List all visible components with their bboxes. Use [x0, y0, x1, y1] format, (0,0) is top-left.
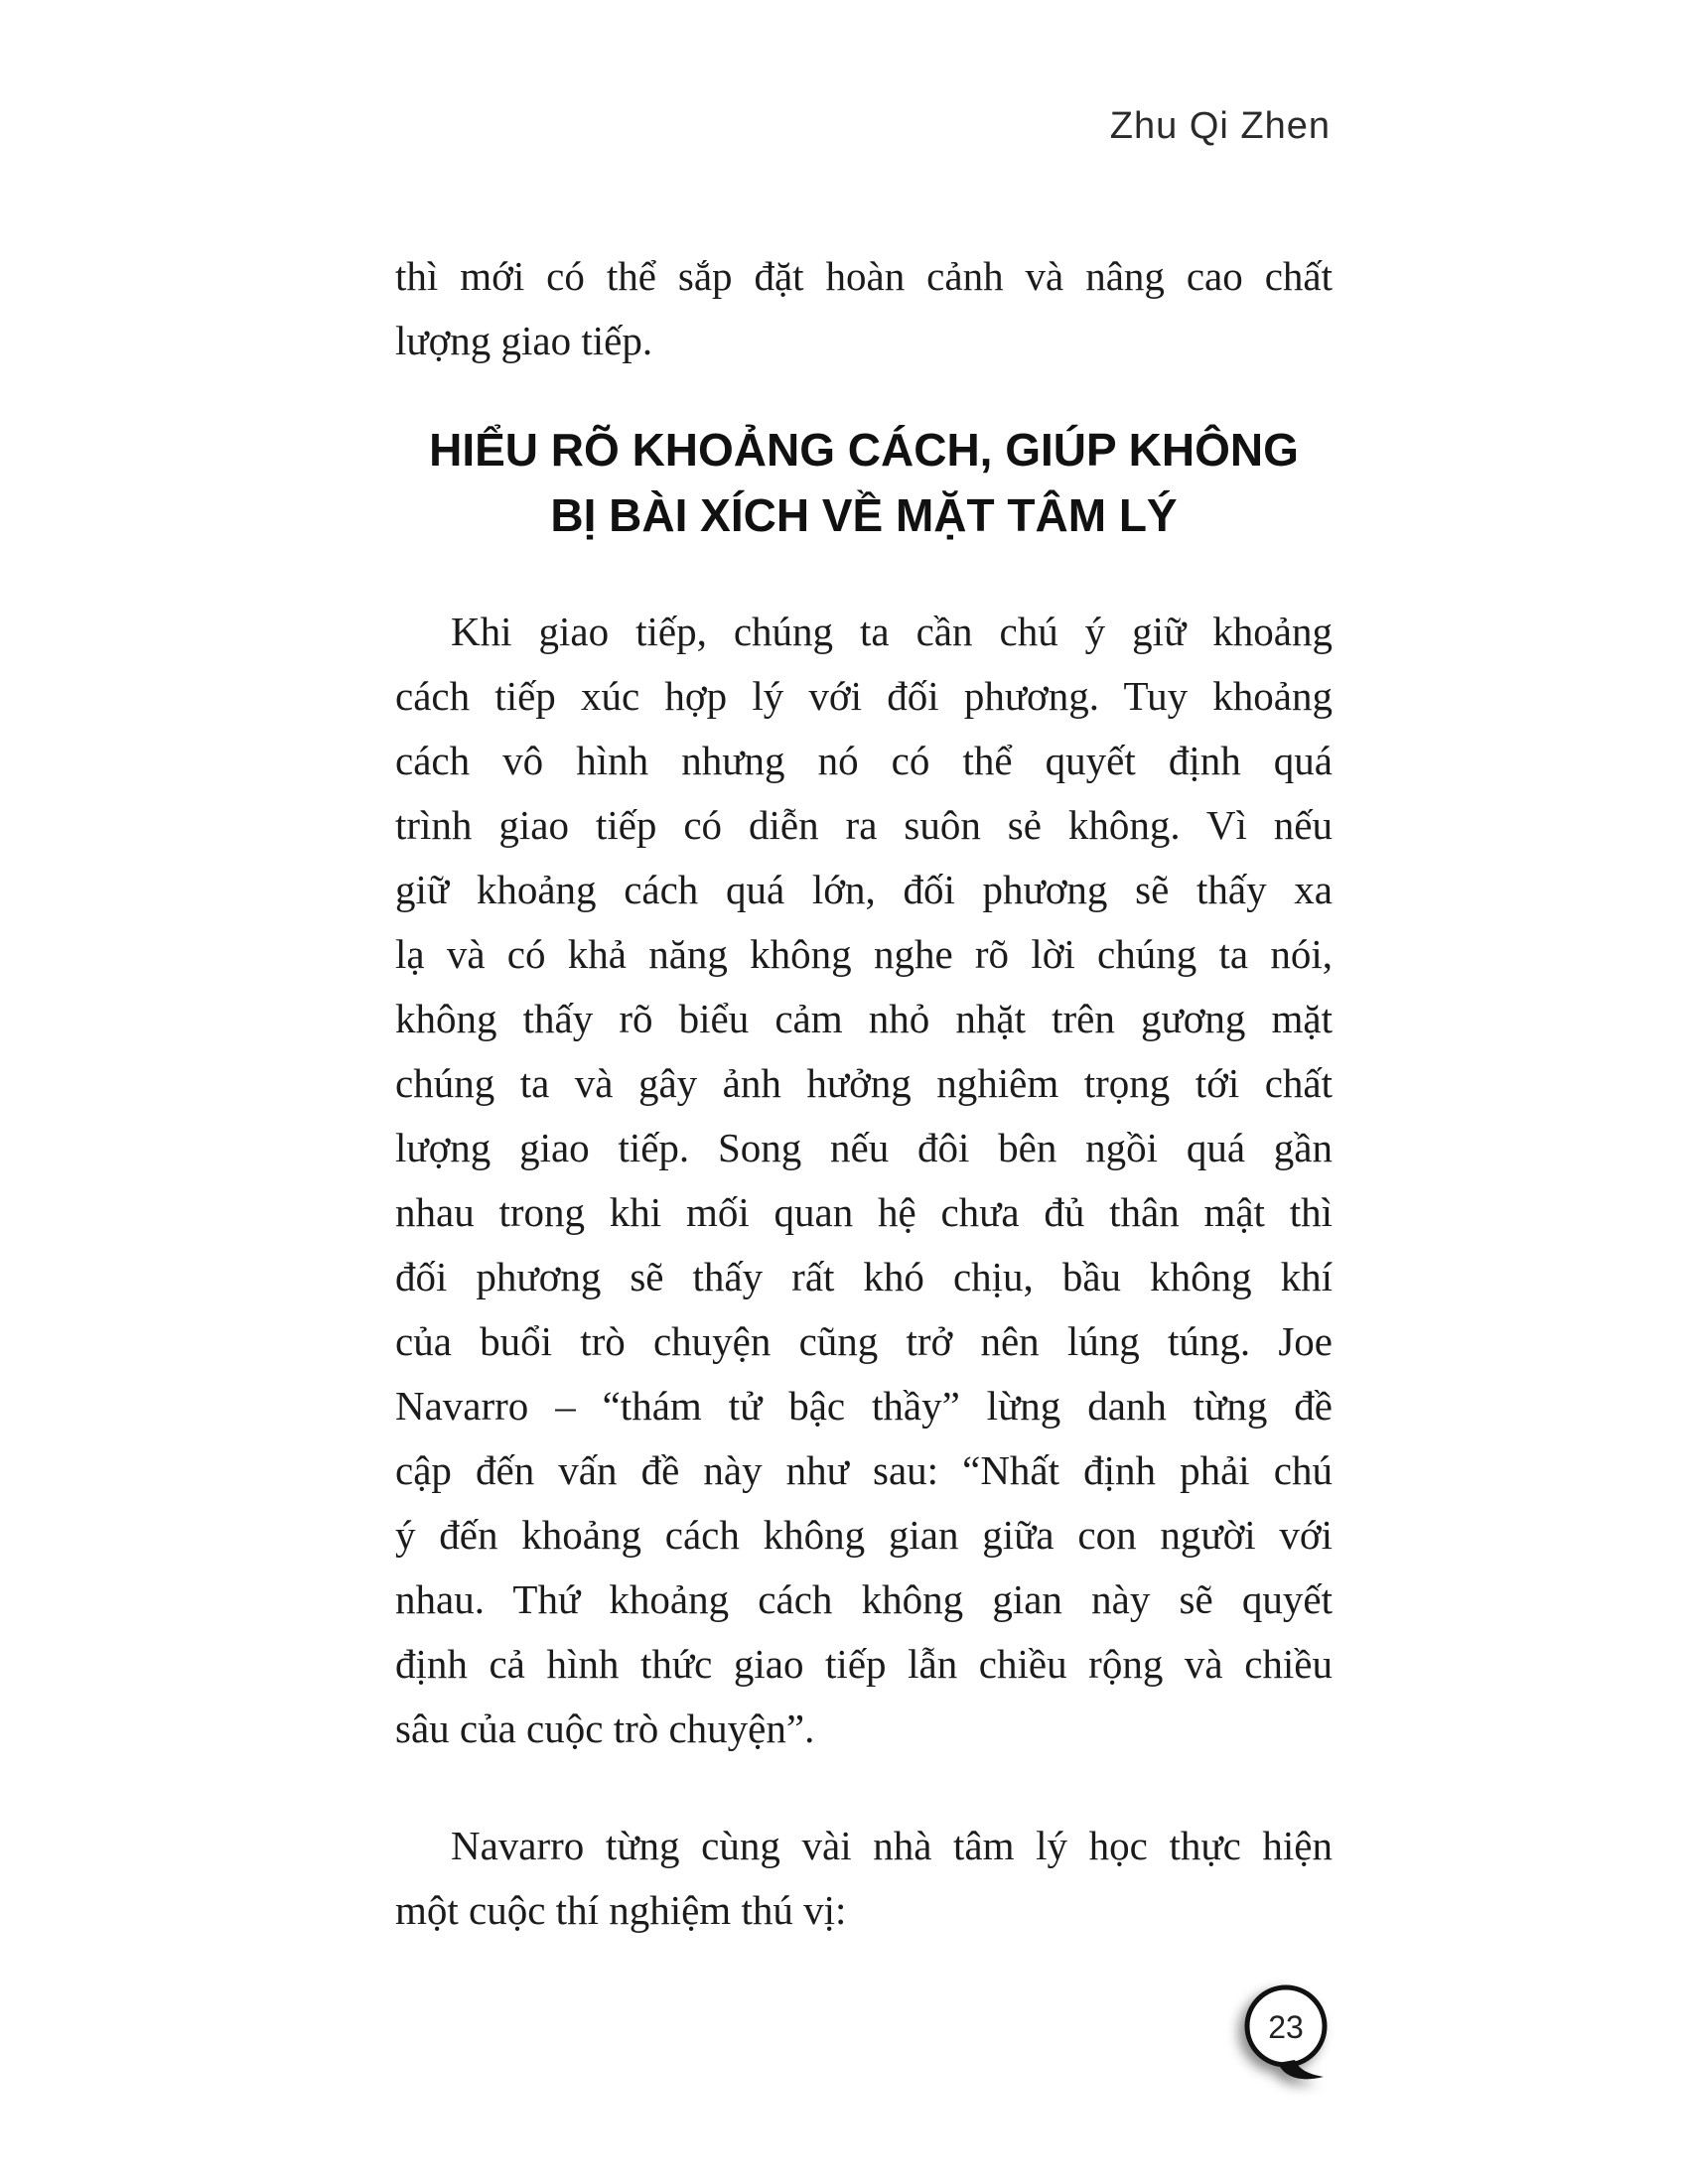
text-line: sâu của cuộc trò chuyện”. — [395, 1706, 815, 1751]
page-number: 23 — [1268, 2009, 1304, 2045]
paragraph-intro — [395, 244, 1333, 373]
text-line: Navarro từng cùng vài nhà tâm lý học thực hiện — [451, 1823, 1333, 1868]
section-heading — [395, 417, 1333, 548]
text-line: cập đến vấn đề này như sau: “Nhất định phải chú — [395, 1447, 1333, 1493]
paragraph-main — [395, 600, 1333, 1761]
text-line: Navarro – “thám tử bậc thầy” lừng danh từng đề — [395, 1383, 1333, 1429]
text-line: chúng ta và gây ảnh hưởng nghiêm trọng tới chất — [395, 1060, 1333, 1106]
running-header: Zhu Qi Zhen — [1109, 105, 1331, 147]
text-line: định cả hình thức giao tiếp lẫn chiều rộng và chiều — [395, 1641, 1333, 1687]
text-line: lạ và có khả năng không nghe rõ lời chúng ta nói, — [395, 931, 1333, 977]
text-line: Khi giao tiếp, chúng ta cần chú ý giữ khoảng — [451, 609, 1333, 654]
text-line: BỊ BÀI XÍCH VỀ MẶT TÂM LÝ — [550, 489, 1178, 541]
text-line: cách tiếp xúc hợp lý với đối phương. Tuy khoảng — [395, 673, 1333, 719]
text-line: đối phương sẽ thấy rất khó chịu, bầu không khí — [395, 1254, 1333, 1299]
page-number-bubble — [1234, 1980, 1353, 2095]
text-line: lượng giao tiếp. Song nếu đôi bên ngồi quá gần — [395, 1125, 1333, 1170]
text-line: HIỂU RÕ KHOẢNG CÁCH, GIÚP KHÔNG — [429, 424, 1299, 476]
text-line: một cuộc thí nghiệm thú vị: — [395, 1887, 847, 1933]
text-line: giữ khoảng cách quá lớn, đối phương sẽ thấy xa — [395, 867, 1333, 912]
text-line: nhau. Thứ khoảng cách không gian này sẽ quyết — [395, 1576, 1333, 1622]
text-line: của buổi trò chuyện cũng trở nên lúng túng. Joe — [395, 1318, 1333, 1364]
paragraph-closing — [395, 1814, 1333, 1943]
text-line: ý đến khoảng cách không gian giữa con người với — [395, 1512, 1333, 1558]
text-line: thì mới có thể sắp đặt hoàn cảnh và nâng cao chất — [395, 253, 1333, 299]
text-line: trình giao tiếp có diễn ra suôn sẻ không. Vì nếu — [395, 802, 1333, 848]
text-line: nhau trong khi mối quan hệ chưa đủ thân mật thì — [395, 1189, 1333, 1235]
text-line: lượng giao tiếp. — [395, 318, 653, 363]
text-line: không thấy rõ biểu cảm nhỏ nhặt trên gương mặt — [395, 996, 1333, 1041]
text-line: cách vô hình nhưng nó có thể quyết định quá — [395, 738, 1333, 783]
